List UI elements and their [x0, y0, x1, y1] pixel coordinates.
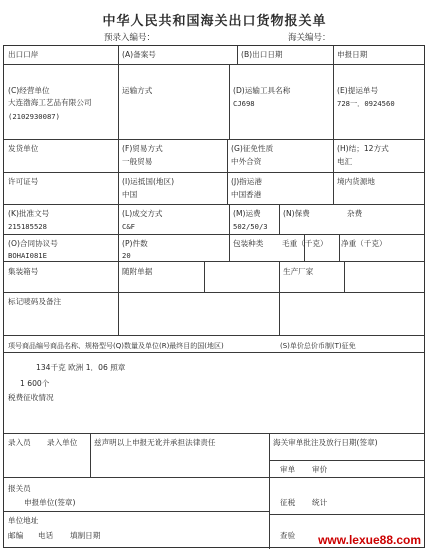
- column-divider: [229, 204, 230, 234]
- freight-value: 502/50/3: [233, 222, 268, 231]
- postcode-label: 邮编: [8, 531, 24, 540]
- statistics-label: 统计: [312, 498, 328, 507]
- column-divider: [269, 433, 270, 549]
- column-divider: [333, 64, 334, 139]
- entry-unit-label: 录入单位: [47, 438, 78, 447]
- row-divider: [4, 261, 424, 262]
- marks-label: 标记唛码及备注: [8, 297, 62, 306]
- declaration-form: [3, 45, 425, 548]
- tax-collect-label: 征税: [280, 498, 296, 507]
- bill-of-lading-value: 728一．0924560: [337, 99, 395, 108]
- misc-fee-label: 杂费: [347, 209, 363, 218]
- row-divider: [4, 477, 424, 478]
- destination-country-value: 中国: [122, 190, 138, 199]
- column-divider: [333, 46, 334, 64]
- row-divider: [4, 64, 424, 65]
- unit-address-label: 单位地址: [8, 516, 39, 525]
- goods-line: 1 600个: [20, 379, 50, 388]
- contract-value: BOHAI081E: [8, 251, 47, 260]
- declaration-text: 兹声明以上申报无讹并承担法律责任: [94, 438, 216, 447]
- phone-label: 电话: [38, 531, 54, 540]
- row-divider: [4, 204, 424, 205]
- row-divider: [4, 139, 424, 140]
- goods-line: 134千克 欧洲 1．06 照章: [36, 363, 126, 372]
- trade-mode-label: (F)贸易方式: [122, 144, 163, 153]
- domestic-source-label: 境内货源地: [337, 177, 375, 186]
- page-title: 中华人民共和国海关出口货物报关单: [102, 14, 327, 29]
- column-divider: [118, 64, 119, 139]
- trade-mode-value: 一般贸易: [122, 157, 153, 166]
- column-divider: [279, 261, 280, 292]
- customs-number-label: 海关编号：: [288, 33, 331, 43]
- column-divider: [118, 139, 119, 204]
- operator-name: 大连渤海工艺品有限公司: [8, 98, 92, 107]
- tax-nature-value: 中外合资: [231, 157, 262, 166]
- operator-code: (2102930087): [8, 112, 60, 121]
- inspection-label: 查验: [280, 531, 296, 540]
- row-divider: [4, 234, 424, 235]
- row-divider: [269, 514, 424, 515]
- vehicle-value: CJ698: [233, 99, 255, 108]
- tax-status-label: 税费征收情况: [8, 393, 54, 402]
- column-divider: [229, 64, 230, 139]
- row-divider: [4, 335, 424, 336]
- packing-label: 包装种类: [233, 239, 264, 248]
- column-divider: [279, 292, 280, 335]
- row-divider: [4, 511, 269, 512]
- container-label: 集装箱号: [8, 267, 39, 276]
- contract-label: (O)合同协议号: [8, 239, 58, 248]
- row-divider: [4, 433, 424, 434]
- settlement-label: (H)结；12方式: [337, 144, 389, 153]
- destination-port-value: 中国香港: [231, 190, 262, 199]
- column-divider: [227, 139, 228, 204]
- deal-mode-label: (L)成交方式: [122, 209, 163, 218]
- customs-approval-label: 海关审单批注及放行日期(签章): [273, 438, 378, 447]
- price-check-label: 审价: [312, 465, 328, 474]
- declare-date-label: 申报日期: [337, 50, 368, 59]
- tax-nature-label: (G)征免性质: [231, 144, 274, 153]
- bill-of-lading-label: (E)提运单号: [337, 86, 379, 95]
- column-divider: [237, 46, 238, 64]
- vehicle-label: (D)运输工具名称: [233, 86, 291, 95]
- documents-label: 随附单据: [122, 267, 153, 276]
- column-divider: [118, 292, 119, 335]
- row-divider: [4, 172, 424, 173]
- destination-port-label: (J)指运港: [231, 177, 262, 186]
- column-divider: [90, 433, 91, 477]
- net-weight-label: 净重（千克）: [341, 239, 387, 248]
- entry-clerk-label: 录入员: [8, 438, 31, 447]
- goods-header: 项号商品编号商品名称、规格型号(Q)数量及单位(R)最终目的国(地区): [8, 342, 224, 350]
- destination-country-label: (I)运抵国(地区): [122, 177, 175, 186]
- row-divider: [4, 352, 424, 353]
- license-label: 许可证号: [8, 177, 39, 186]
- column-divider: [333, 139, 334, 204]
- approval-value: 215185528: [8, 222, 47, 231]
- export-date-label: (B)出口日期: [241, 50, 283, 59]
- pieces-label: (P)件数: [122, 239, 148, 248]
- column-divider: [118, 46, 119, 64]
- settlement-value: 电汇: [337, 157, 353, 166]
- column-divider: [118, 261, 119, 292]
- declare-unit-stamp: 申报单位(签章): [24, 498, 76, 507]
- transport-mode-label: 运输方式: [122, 86, 153, 95]
- column-divider: [279, 204, 280, 234]
- record-number-label: (A)备案号: [122, 50, 156, 59]
- freight-label: (M)运费: [233, 209, 261, 218]
- row-divider: [269, 460, 424, 461]
- column-divider: [229, 234, 230, 261]
- pieces-value: 20: [122, 251, 131, 260]
- watermark: www.lexue88.com: [318, 533, 421, 547]
- operator-label: (C)经营单位: [8, 86, 50, 95]
- manufacturer-label: 生产厂家: [283, 267, 314, 276]
- column-divider: [204, 261, 205, 292]
- pre-entry-number-label: 预录入编号：: [104, 33, 156, 43]
- approval-label: (K)批准文号: [8, 209, 50, 218]
- gross-weight-label: 毛重（千克）: [282, 239, 328, 248]
- consignor-label: 发货单位: [8, 144, 39, 153]
- insurance-label: (N)保费: [283, 209, 310, 218]
- export-port-label: 出口口岸: [8, 50, 39, 59]
- deal-mode-value: C&F: [122, 222, 135, 231]
- row-divider: [4, 292, 424, 293]
- declarant-label: 报关员: [8, 484, 31, 493]
- column-divider: [118, 204, 119, 262]
- goods-header-right: (S)单价总价币制(T)征免: [280, 342, 356, 350]
- column-divider: [339, 234, 340, 261]
- fill-date-label: 填制日期: [70, 531, 101, 540]
- column-divider: [344, 261, 345, 292]
- review-label: 审单: [280, 465, 296, 474]
